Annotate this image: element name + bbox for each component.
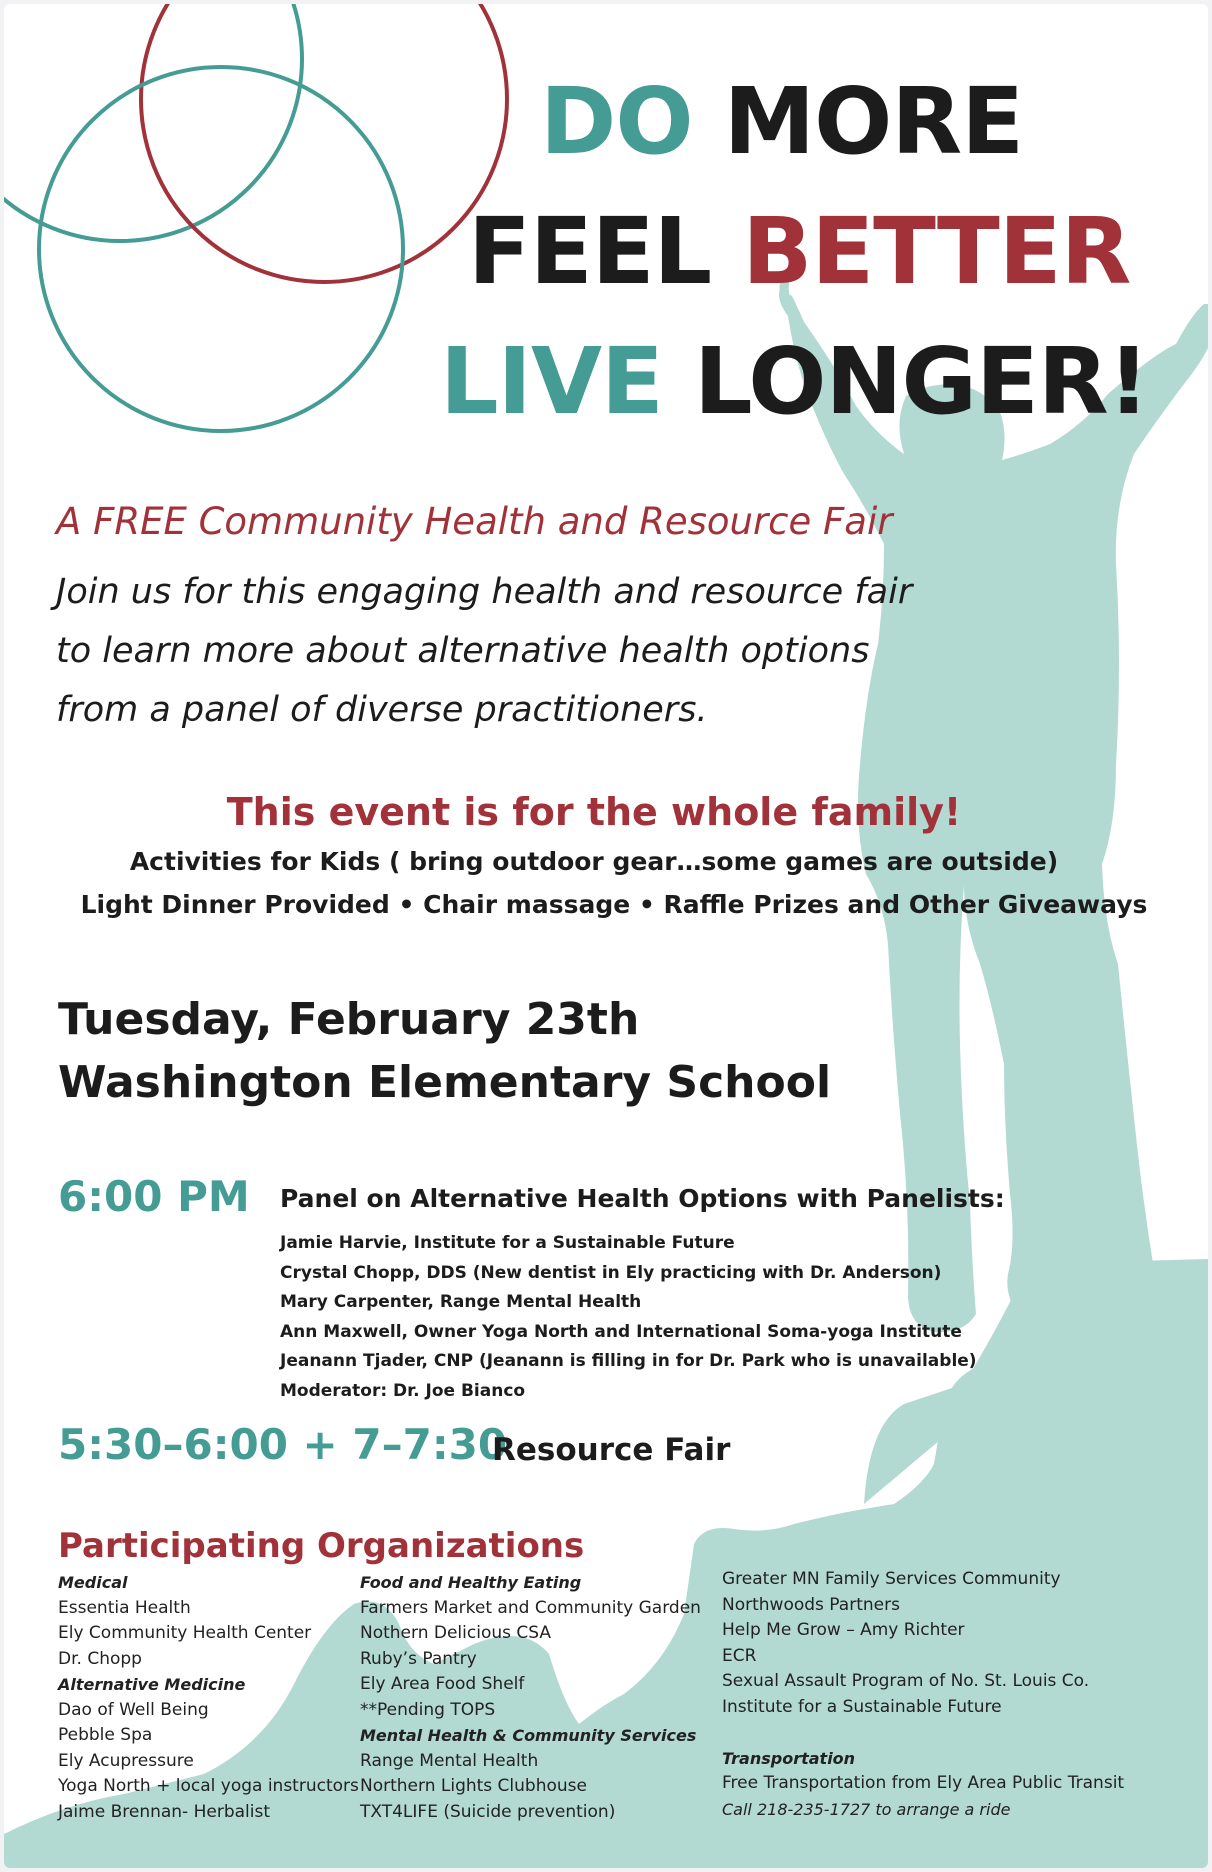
org-item: Ruby’s Pantry	[360, 1648, 477, 1669]
org-item: Northern Lights Clubhouse	[360, 1776, 587, 1796]
org-column-1	[58, 1570, 359, 1825]
org-item: Jaime Brennan- Herbalist	[58, 1801, 271, 1822]
org-category-food: Food and Healthy Eating	[360, 1573, 582, 1592]
fair-label: Resource Fair	[492, 1432, 731, 1468]
intro-line-2: to learn more about alternative health options	[56, 631, 870, 671]
panelist-item: Ann Maxwell, Owner Yoga North and International Soma-yoga Institute	[280, 1321, 962, 1342]
org-column-3	[722, 1567, 1124, 1823]
org-category-transportation: Transportation	[722, 1748, 856, 1768]
org-item: Farmers Market and Community Garden	[360, 1597, 701, 1618]
org-item: TXT4LIFE (Suicide prevention)	[360, 1801, 616, 1822]
org-category-medical: Medical	[58, 1573, 128, 1592]
panel-title: Panel on Alternative Health Options with Panelists:	[280, 1184, 1005, 1213]
headline-live: LIVE	[440, 328, 663, 435]
org-item: Dr. Chopp	[58, 1648, 142, 1669]
flyer-poster	[4, 4, 1208, 1868]
fair-subtitle: A FREE Community Health and Resource Fair	[56, 500, 893, 543]
org-item: Help Me Grow – Amy Richter	[722, 1620, 965, 1640]
org-category-alternative-medicine: Alternative Medicine	[58, 1675, 246, 1694]
org-category-mental-health: Mental Health & Community Services	[360, 1726, 697, 1745]
headline-feel: FEEL	[468, 198, 712, 305]
transport-call-note: Call 218-235-1727 to arrange a ride	[722, 1799, 1011, 1819]
org-item: Pebble Spa	[58, 1725, 153, 1745]
headline-longer: LONGER!	[693, 328, 1149, 435]
family-heading: This event is for the whole family!	[226, 790, 962, 834]
org-column-2	[360, 1570, 701, 1825]
panelist-item: Jeanann Tjader, CNP (Jeanann is filling in for Dr. Park who is unavailable)	[280, 1351, 977, 1371]
fair-time: 5:30–6:00 + 7–7:30	[58, 1420, 508, 1469]
intro-line-1: Join us for this engaging health and resource fair	[56, 572, 913, 612]
org-item: Range Mental Health	[360, 1750, 539, 1771]
org-item: Free Transportation from Ely Area Public Transit	[722, 1773, 1125, 1793]
organizations-heading: Participating Organizations	[58, 1526, 585, 1566]
intro-line-3: from a panel of diverse practitioners.	[56, 690, 708, 730]
org-item: Essentia Health	[58, 1597, 191, 1618]
headline-better: BETTER	[742, 198, 1131, 305]
org-item: **Pending TOPS	[360, 1699, 496, 1720]
panelist-item: Crystal Chopp, DDS (New dentist in Ely practicing with Dr. Anderson)	[280, 1262, 942, 1283]
org-item: Northwoods Partners	[722, 1594, 900, 1615]
headline-do: DO	[540, 68, 693, 175]
org-item: Ely Acupressure	[58, 1750, 194, 1771]
org-item: Nothern Delicious CSA	[360, 1623, 551, 1643]
panelist-item: Mary Carpenter, Range Mental Health	[280, 1292, 642, 1312]
org-item: ECR	[722, 1645, 757, 1666]
moderator-item: Moderator: Dr. Joe Bianco	[280, 1380, 526, 1401]
family-activities: Activities for Kids ( bring outdoor gear…some games are outside)	[129, 847, 1059, 876]
org-item: Yoga North + local yoga instructors	[58, 1776, 359, 1796]
event-venue: Washington Elementary School	[58, 1057, 832, 1108]
org-item: Greater MN Family Services Community	[722, 1569, 1061, 1589]
headline-line-2	[468, 198, 1131, 305]
org-item: Sexual Assault Program of No. St. Louis Co.	[722, 1671, 1090, 1691]
event-date: Tuesday, February 23th	[58, 994, 640, 1045]
headline-line-1	[540, 68, 1024, 175]
org-item: Ely Area Food Shelf	[360, 1674, 525, 1694]
panel-time: 6:00 PM	[58, 1172, 250, 1221]
headline-more: MORE	[723, 68, 1024, 175]
panelist-list	[280, 1229, 977, 1406]
venn-circles-graphic	[4, 4, 507, 431]
headline-line-3	[440, 328, 1149, 435]
org-item: Ely Community Health Center	[58, 1623, 312, 1643]
org-spacer	[722, 1720, 1124, 1746]
org-item: Institute for a Sustainable Future	[722, 1696, 1002, 1717]
panelist-item: Jamie Harvie, Institute for a Sustainable Future	[280, 1233, 735, 1253]
org-item: Dao of Well Being	[58, 1699, 209, 1720]
family-amenities: Light Dinner Provided • Chair massage • Raffle Prizes and Other Giveaways	[80, 890, 1148, 919]
